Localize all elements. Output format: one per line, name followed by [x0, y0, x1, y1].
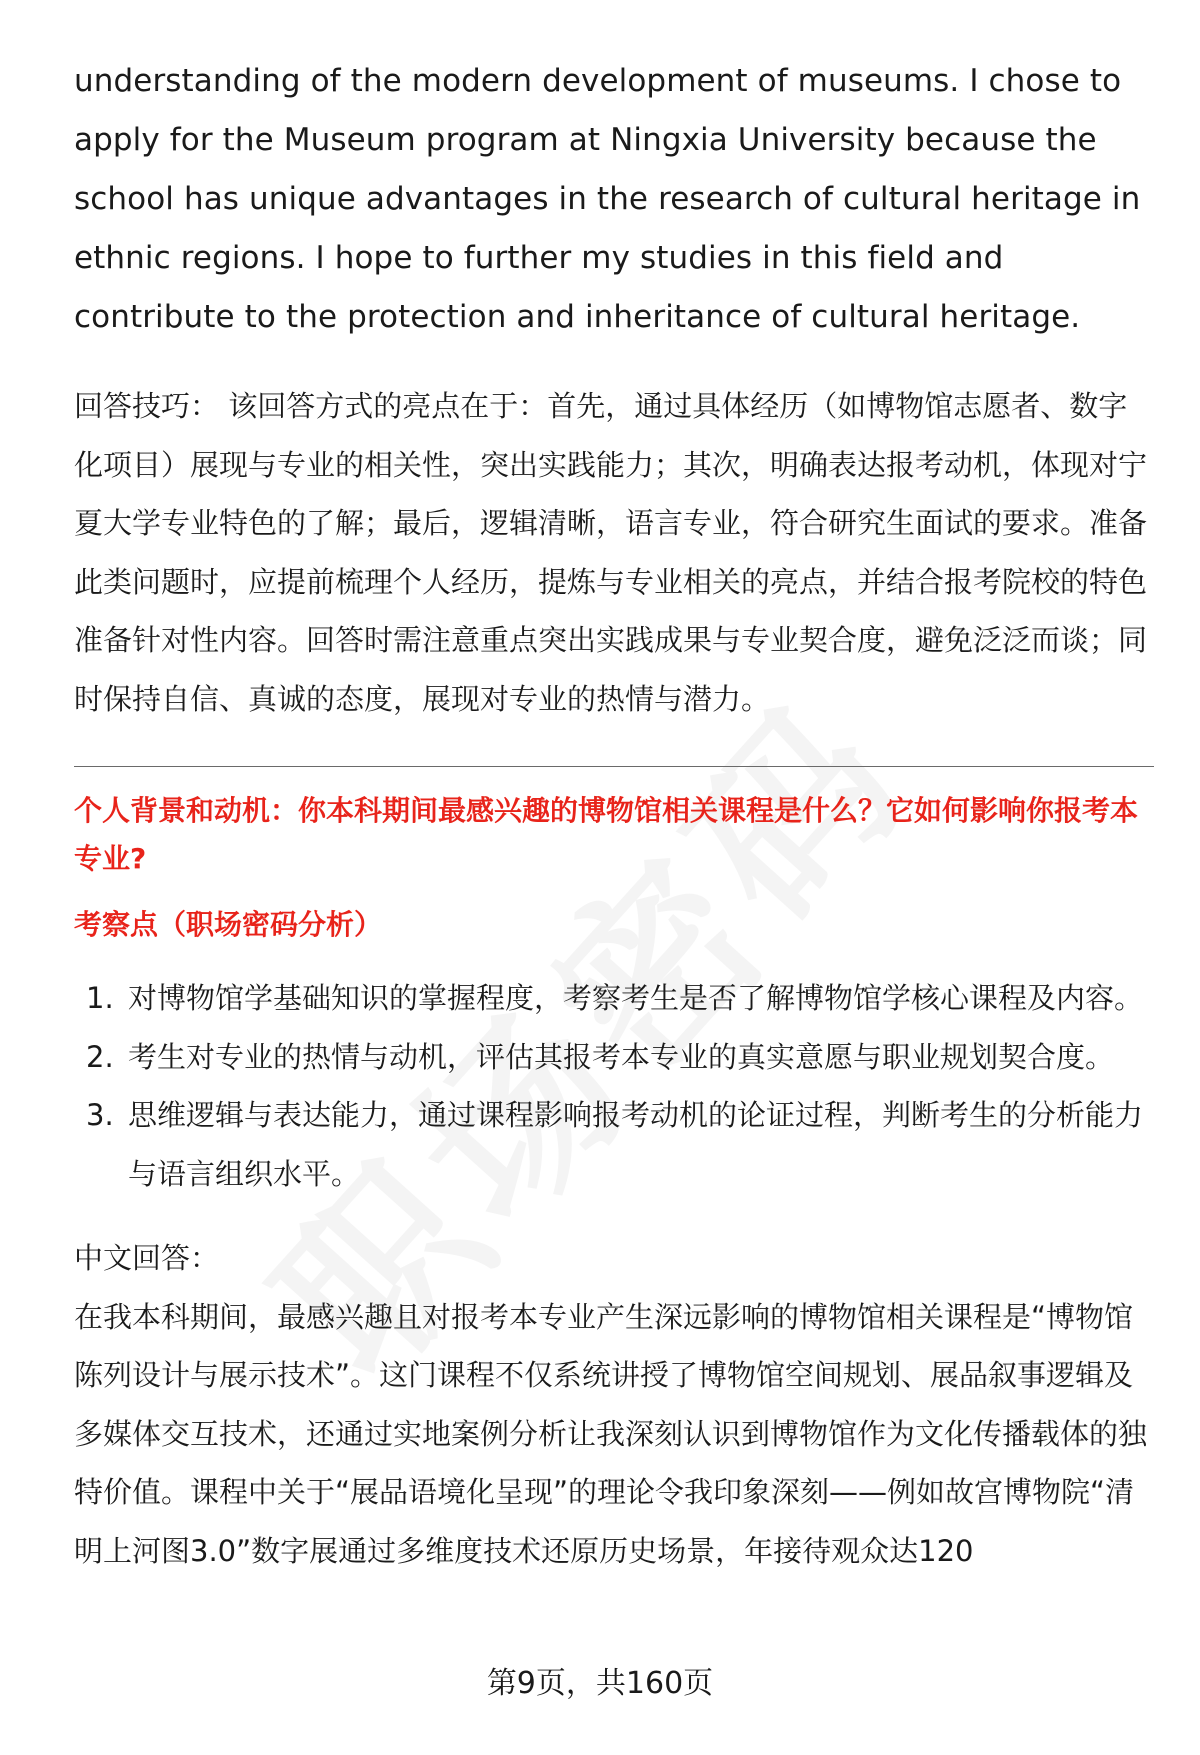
- question-heading: 个人背景和动机：你本科期间最感兴趣的博物馆相关课程是什么？它如何影响你报考本专业?: [74, 794, 1139, 875]
- intro-paragraph-en: understanding of the modern development of museums. I chose to apply for the Museum program at Ningxia University because the school has unique advantages in the research of cultural heritage in ethnic regions. I hope to further my studies in this field and contribute to the protection and inheritance of cultural heritage.: [74, 63, 1141, 335]
- list-item-text: 对博物馆学基础知识的掌握程度，考察考生是否了解博物馆学核心课程及内容。: [128, 981, 1144, 1015]
- list-item-number: 1.: [86, 981, 114, 1015]
- chinese-answer-body: 在我本科期间，最感兴趣且对报考本专业产生深远影响的博物馆相关课程是“博物馆陈列设计与展示技术”。这门课程不仅系统讲授了博物馆空间规划、展品叙事逻辑及多媒体交互技术，还通过实地案例分析让我深刻认识到博物馆作为文化传播载体的独特价值。课程中关于“展品语境化呈现”的理论令我印象深刻——例如故宫博物院“清明上河图3.0”数字展通过多维度技术还原历史场景，年接待观众达120: [74, 1299, 1148, 1568]
- page-number: 第9页，共160页: [486, 1666, 714, 1701]
- list-item-text: 思维逻辑与表达能力，通过课程影响报考动机的论证过程，判断考生的分析能力与语言组织水平。: [128, 1098, 1144, 1191]
- focus-points-title: 考察点（职场密码分析）: [74, 908, 383, 941]
- document-page: [74, 52, 1154, 1580]
- section-divider: [74, 766, 1154, 767]
- focus-points-list: [74, 969, 1154, 1203]
- list-item-number: 2.: [86, 1039, 114, 1074]
- list-item-text: 考生对专业的热情与动机，评估其报考本专业的真实意愿与职业规划契合度。: [128, 1039, 1115, 1074]
- list-item: [74, 1086, 1154, 1203]
- list-item-number: 3.: [86, 1098, 114, 1132]
- list-item: [74, 1028, 1154, 1087]
- chinese-answer-label: 中文回答：: [74, 1241, 220, 1275]
- answer-tips-paragraph: 回答技巧： 该回答方式的亮点在于：首先，通过具体经历（如博物馆志愿者、数字化项目）展现与专业的相关性，突出实践能力；其次，明确表达报考动机，体现对宁夏大学专业特色的了解；最后，逻辑清晰，语言专业，符合研究生面试的要求。准备此类问题时，应提前梳理个人经历，提炼与专业相关的亮点，并结合报考院校的特色准备针对性内容。回答时需注意重点突出实践成果与专业契合度，避免泛泛而谈；同时保持自信、真诚的态度，展现对专业的热情与潜力。: [74, 389, 1148, 716]
- list-item: [74, 969, 1154, 1028]
